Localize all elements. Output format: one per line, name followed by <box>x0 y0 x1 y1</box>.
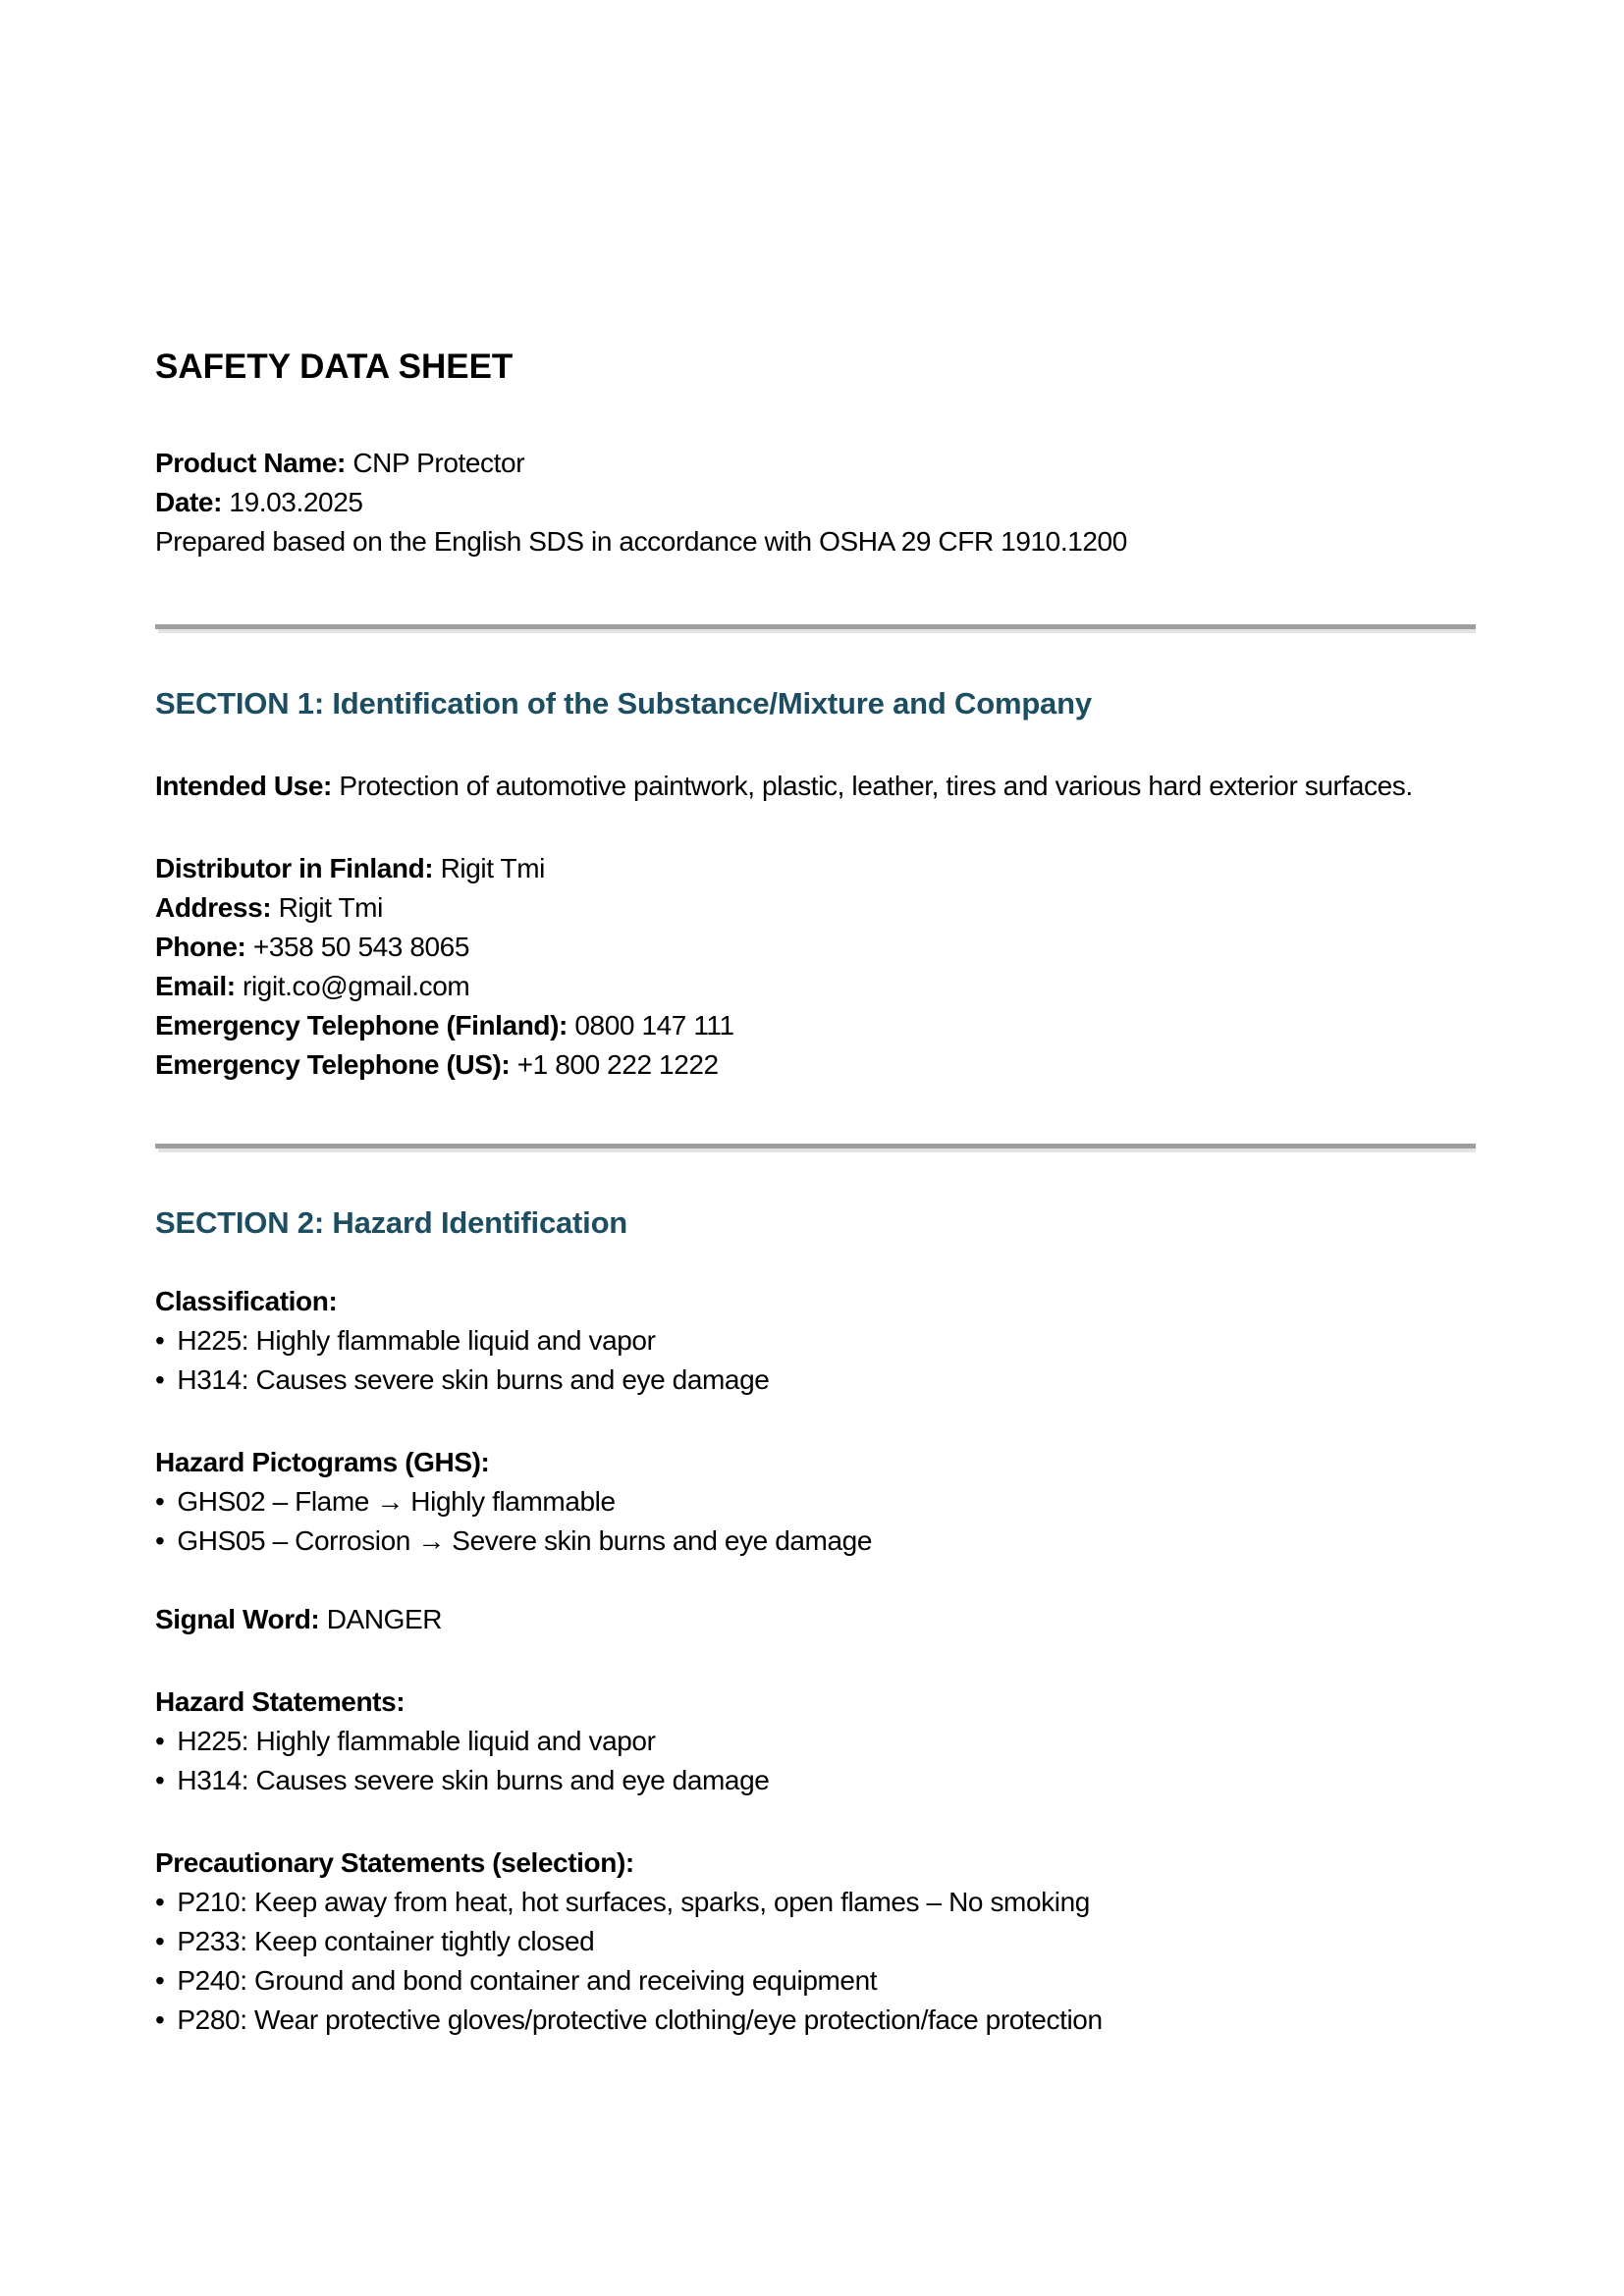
divider-light-bar <box>158 629 1476 633</box>
hazard-statements-block <box>155 1682 1476 1800</box>
classification-block <box>155 1282 1476 1400</box>
bullet-marker: • <box>155 1726 165 1756</box>
bullet-marker: • <box>155 2004 165 2035</box>
bullet-marker: • <box>155 1765 165 1795</box>
contact-field-row <box>155 888 1476 928</box>
product-name-row <box>155 444 1476 483</box>
precautionary-label: Precautionary Statements (selection): <box>155 1847 634 1878</box>
contact-field-row <box>155 849 1476 888</box>
bullet-marker: • <box>155 1525 165 1556</box>
bullet-text: P233: Keep container tightly closed <box>177 1926 595 1956</box>
section2-heading: SECTION 2: Hazard Identification <box>155 1205 628 1240</box>
signal-word-value: DANGER <box>326 1604 443 1634</box>
pictogram-item <box>155 1482 1476 1522</box>
distributor-contact-block <box>155 849 1476 1085</box>
classification-item <box>155 1321 1476 1361</box>
date-value: 19.03.2025 <box>229 487 363 517</box>
prepared-note: Prepared based on the English SDS in accordance with OSHA 29 CFR 1910.1200 <box>155 526 1127 557</box>
bullet-marker: • <box>155 1486 165 1517</box>
date-row <box>155 483 1476 522</box>
section1-heading: SECTION 1: Identification of the Substance/Mixture and Company <box>155 686 1092 721</box>
field-label: Emergency Telephone (Finland): <box>155 1010 568 1041</box>
signal-word-block <box>155 1600 1476 1639</box>
intended-use-label: Intended Use: <box>155 771 332 801</box>
field-value: 0800 147 111 <box>574 1010 734 1041</box>
field-label: Distributor in Finland: <box>155 853 434 883</box>
bullet-marker: • <box>155 1887 165 1917</box>
contact-field-row <box>155 1045 1476 1085</box>
bullet-marker: • <box>155 1325 165 1356</box>
bullet-text: GHS02 – Flame → Highly flammable <box>177 1486 616 1517</box>
bullet-text: H225: Highly flammable liquid and vapor <box>177 1726 656 1756</box>
bullet-text: GHS05 – Corrosion → Severe skin burns and eye damage <box>177 1525 872 1556</box>
section-divider-1 <box>155 624 1476 633</box>
field-value: +1 800 222 1222 <box>516 1049 719 1080</box>
classification-item <box>155 1361 1476 1400</box>
precautionary-item <box>155 2001 1476 2040</box>
document-meta <box>155 444 1476 561</box>
field-label: Phone: <box>155 932 246 962</box>
bullet-text: P210: Keep away from heat, hot surfaces, sparks, open flames – No smoking <box>177 1887 1090 1917</box>
bullet-marker: • <box>155 1965 165 1996</box>
bullet-marker: • <box>155 1364 165 1395</box>
precautionary-statements-block <box>155 1843 1476 2040</box>
pictogram-item <box>155 1522 1476 1561</box>
precautionary-item <box>155 1883 1476 1922</box>
contact-field-row <box>155 967 1476 1006</box>
field-value: +358 50 543 8065 <box>252 932 470 962</box>
section-divider-2 <box>155 1144 1476 1152</box>
bullet-text: H314: Causes severe skin burns and eye damage <box>177 1364 770 1395</box>
product-name-label: Product Name: <box>155 448 346 478</box>
field-value: Rigit Tmi <box>440 853 545 883</box>
intended-use-text: Protection of automotive paintwork, plastic, leather, tires and various hard exterior surfaces. <box>339 771 1413 801</box>
product-name-value: CNP Protector <box>352 448 525 478</box>
pictograms-label: Hazard Pictograms (GHS): <box>155 1447 490 1477</box>
field-value: rigit.co@gmail.com <box>243 971 470 1001</box>
bullet-marker: • <box>155 1926 165 1956</box>
bullet-text: P280: Wear protective gloves/protective clothing/eye protection/face protection <box>177 2004 1103 2035</box>
bullet-text: H225: Highly flammable liquid and vapor <box>177 1325 656 1356</box>
signal-word-label: Signal Word: <box>155 1604 320 1634</box>
field-label: Emergency Telephone (US): <box>155 1049 511 1080</box>
hazard-statement-item <box>155 1722 1476 1761</box>
contact-field-row <box>155 1006 1476 1045</box>
contact-field-row <box>155 928 1476 967</box>
document-title: SAFETY DATA SHEET <box>155 347 514 386</box>
signal-word-row <box>155 1600 1476 1639</box>
hazard-statements-label: Hazard Statements: <box>155 1686 406 1717</box>
divider-light-bar <box>158 1148 1476 1152</box>
classification-label: Classification: <box>155 1286 338 1316</box>
date-label: Date: <box>155 487 223 517</box>
bullet-text: P240: Ground and bond container and receiving equipment <box>177 1965 878 1996</box>
hazard-pictograms-block <box>155 1443 1476 1561</box>
precautionary-item <box>155 1961 1476 2001</box>
bullet-text: H314: Causes severe skin burns and eye damage <box>177 1765 770 1795</box>
intended-use-paragraph <box>155 767 1476 806</box>
field-label: Address: <box>155 892 272 923</box>
hazard-statement-item <box>155 1761 1476 1800</box>
precautionary-item <box>155 1922 1476 1961</box>
field-label: Email: <box>155 971 236 1001</box>
field-value: Rigit Tmi <box>278 892 383 923</box>
